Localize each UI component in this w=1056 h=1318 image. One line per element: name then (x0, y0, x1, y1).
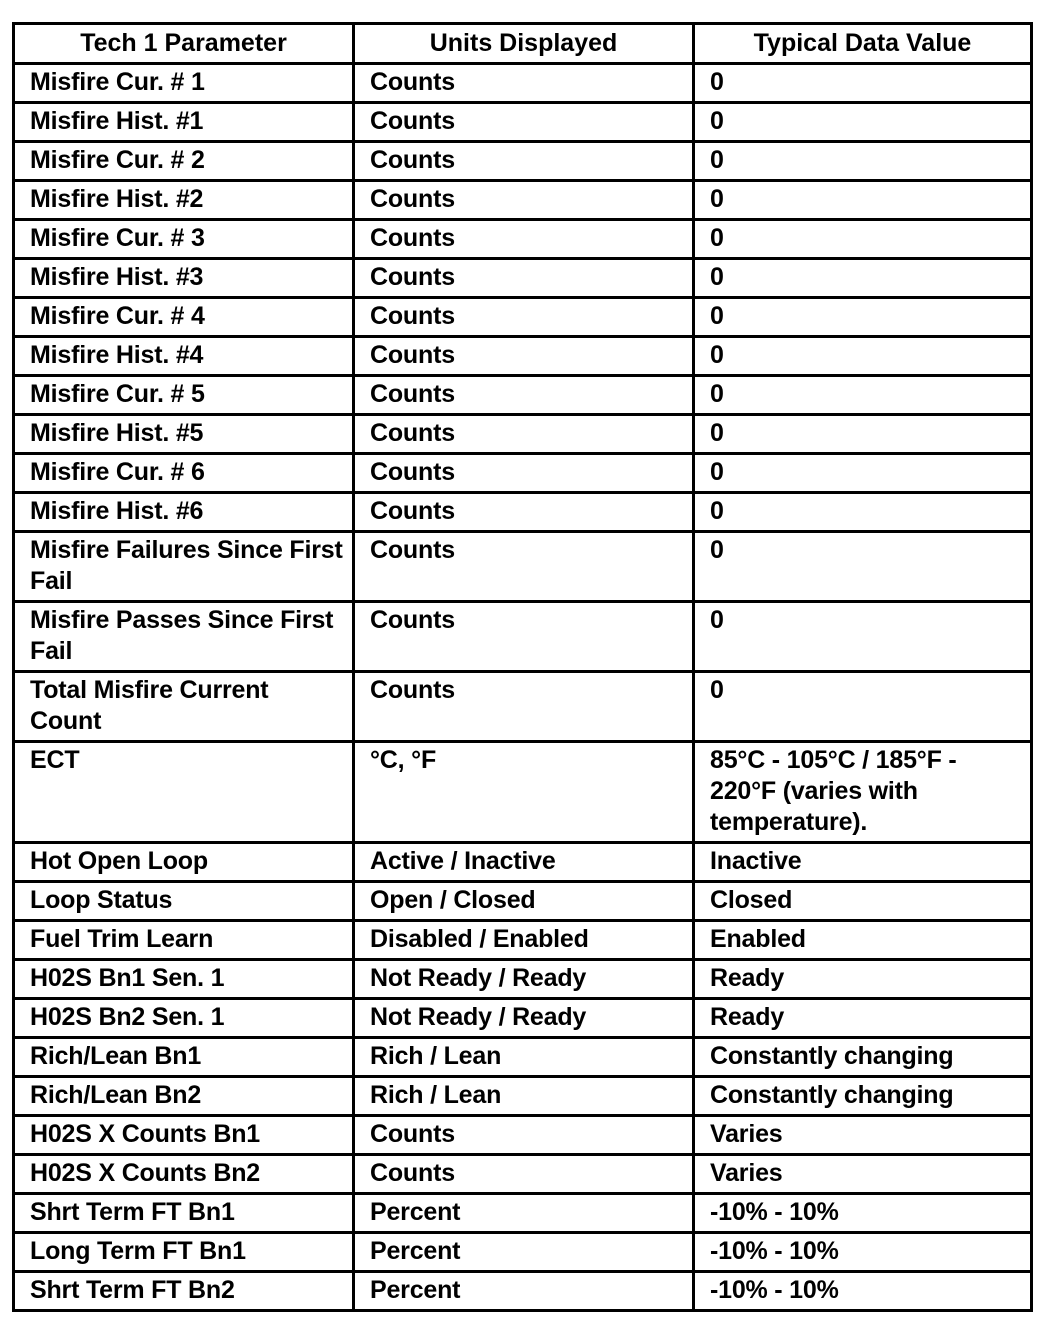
cell-units: Rich / Lean (354, 1077, 694, 1116)
table-row (14, 960, 1032, 999)
cell-units: Percent (354, 1272, 694, 1311)
cell-typical-value: 0 (694, 672, 1032, 742)
table-row (14, 415, 1032, 454)
cell-parameter: Misfire Cur. # 1 (14, 64, 354, 103)
cell-typical-value: Varies (694, 1116, 1032, 1155)
cell-parameter: H02S Bn2 Sen. 1 (14, 999, 354, 1038)
cell-typical-value: -10% - 10% (694, 1233, 1032, 1272)
table-row (14, 103, 1032, 142)
cell-parameter: Rich/Lean Bn2 (14, 1077, 354, 1116)
cell-typical-value: 0 (694, 337, 1032, 376)
table-header-row (14, 24, 1032, 64)
cell-parameter: Loop Status (14, 882, 354, 921)
cell-units: Counts (354, 142, 694, 181)
cell-parameter: Misfire Hist. #2 (14, 181, 354, 220)
table-row (14, 1272, 1032, 1311)
cell-typical-value: 0 (694, 376, 1032, 415)
cell-parameter: Shrt Term FT Bn2 (14, 1272, 354, 1311)
cell-typical-value: Constantly changing (694, 1038, 1032, 1077)
cell-units: Counts (354, 454, 694, 493)
cell-parameter: Hot Open Loop (14, 843, 354, 882)
cell-units: Disabled / Enabled (354, 921, 694, 960)
cell-units: Percent (354, 1233, 694, 1272)
table-row (14, 1194, 1032, 1233)
table-row (14, 1116, 1032, 1155)
cell-parameter: Misfire Cur. # 5 (14, 376, 354, 415)
table-row (14, 493, 1032, 532)
cell-units: °C, °F (354, 742, 694, 843)
table-row (14, 1155, 1032, 1194)
table-row (14, 602, 1032, 672)
parameter-table (12, 22, 1033, 1312)
cell-parameter: Fuel Trim Learn (14, 921, 354, 960)
cell-parameter: Misfire Hist. #4 (14, 337, 354, 376)
cell-units: Counts (354, 64, 694, 103)
cell-typical-value: 0 (694, 298, 1032, 337)
cell-units: Counts (354, 602, 694, 672)
cell-units: Open / Closed (354, 882, 694, 921)
cell-typical-value: 0 (694, 602, 1032, 672)
cell-parameter: Misfire Hist. #5 (14, 415, 354, 454)
cell-units: Not Ready / Ready (354, 960, 694, 999)
table-row (14, 376, 1032, 415)
cell-parameter: Misfire Passes Since First Fail (14, 602, 354, 672)
cell-parameter: Misfire Cur. # 2 (14, 142, 354, 181)
table-body (14, 64, 1032, 1311)
cell-parameter: Misfire Hist. #6 (14, 493, 354, 532)
table-row (14, 337, 1032, 376)
cell-typical-value: Varies (694, 1155, 1032, 1194)
cell-typical-value: Inactive (694, 843, 1032, 882)
cell-parameter: Misfire Hist. #3 (14, 259, 354, 298)
cell-parameter: Misfire Cur. # 6 (14, 454, 354, 493)
cell-parameter: Long Term FT Bn1 (14, 1233, 354, 1272)
cell-units: Counts (354, 376, 694, 415)
cell-units: Rich / Lean (354, 1038, 694, 1077)
cell-parameter: H02S X Counts Bn2 (14, 1155, 354, 1194)
cell-units: Counts (354, 337, 694, 376)
header-parameter: Tech 1 Parameter (14, 24, 354, 64)
table-row (14, 1077, 1032, 1116)
cell-units: Counts (354, 1116, 694, 1155)
cell-parameter: H02S X Counts Bn1 (14, 1116, 354, 1155)
cell-typical-value: 0 (694, 181, 1032, 220)
cell-typical-value: 0 (694, 142, 1032, 181)
cell-units: Counts (354, 259, 694, 298)
cell-typical-value: Closed (694, 882, 1032, 921)
cell-typical-value: -10% - 10% (694, 1272, 1032, 1311)
cell-units: Counts (354, 672, 694, 742)
header-typical-value: Typical Data Value (694, 24, 1032, 64)
cell-typical-value: 0 (694, 259, 1032, 298)
table-row (14, 142, 1032, 181)
cell-parameter: Shrt Term FT Bn1 (14, 1194, 354, 1233)
cell-typical-value: 0 (694, 415, 1032, 454)
cell-parameter: H02S Bn1 Sen. 1 (14, 960, 354, 999)
cell-units: Counts (354, 493, 694, 532)
table-row (14, 921, 1032, 960)
cell-typical-value: 85°C - 105°C / 185°F - 220°F (varies with temperature). (694, 742, 1032, 843)
cell-parameter: ECT (14, 742, 354, 843)
cell-units: Counts (354, 298, 694, 337)
cell-units: Counts (354, 181, 694, 220)
table-row (14, 672, 1032, 742)
cell-parameter: Rich/Lean Bn1 (14, 1038, 354, 1077)
cell-parameter: Misfire Failures Since First Fail (14, 532, 354, 602)
cell-units: Counts (354, 415, 694, 454)
cell-parameter: Misfire Hist. #1 (14, 103, 354, 142)
table-row (14, 454, 1032, 493)
cell-units: Counts (354, 532, 694, 602)
cell-typical-value: 0 (694, 532, 1032, 602)
table-row (14, 1233, 1032, 1272)
cell-units: Counts (354, 103, 694, 142)
cell-typical-value: Constantly changing (694, 1077, 1032, 1116)
table-row (14, 298, 1032, 337)
cell-parameter: Total Misfire Current Count (14, 672, 354, 742)
table-row (14, 882, 1032, 921)
cell-typical-value: 0 (694, 220, 1032, 259)
cell-parameter: Misfire Cur. # 3 (14, 220, 354, 259)
cell-parameter: Misfire Cur. # 4 (14, 298, 354, 337)
cell-typical-value: 0 (694, 64, 1032, 103)
cell-typical-value: Ready (694, 960, 1032, 999)
cell-units: Not Ready / Ready (354, 999, 694, 1038)
cell-typical-value: Enabled (694, 921, 1032, 960)
cell-typical-value: 0 (694, 103, 1032, 142)
table-row (14, 64, 1032, 103)
table-row (14, 1038, 1032, 1077)
header-units: Units Displayed (354, 24, 694, 64)
table-row (14, 843, 1032, 882)
document-page (12, 22, 1030, 1312)
cell-units: Counts (354, 220, 694, 259)
cell-units: Active / Inactive (354, 843, 694, 882)
cell-typical-value: 0 (694, 493, 1032, 532)
table-row (14, 220, 1032, 259)
cell-typical-value: 0 (694, 454, 1032, 493)
table-row (14, 742, 1032, 843)
table-row (14, 532, 1032, 602)
cell-typical-value: -10% - 10% (694, 1194, 1032, 1233)
table-row (14, 999, 1032, 1038)
table-row (14, 259, 1032, 298)
cell-units: Percent (354, 1194, 694, 1233)
cell-units: Counts (354, 1155, 694, 1194)
table-row (14, 181, 1032, 220)
cell-typical-value: Ready (694, 999, 1032, 1038)
